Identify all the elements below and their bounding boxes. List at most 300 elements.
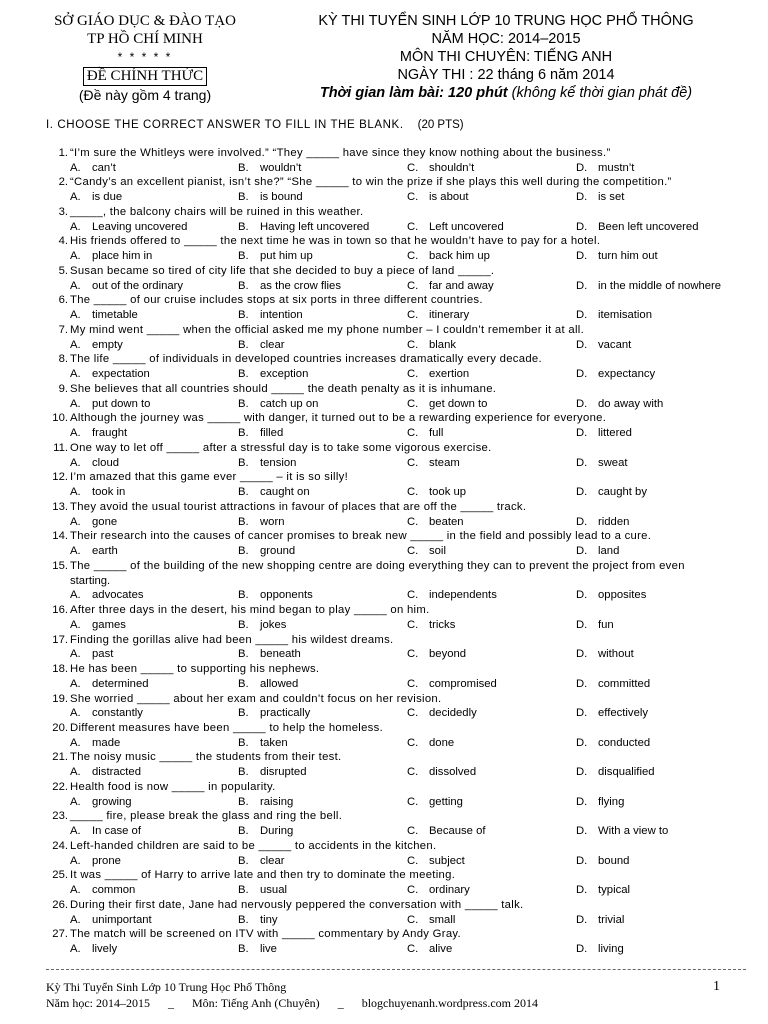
answer-options: [46, 588, 746, 603]
question-text: The noisy music _____ the students from their test.: [70, 751, 342, 764]
answer-option-d: [576, 883, 630, 898]
answer-option-c: [407, 279, 494, 294]
answer-options: [46, 854, 746, 869]
answer-option-c: [407, 942, 452, 957]
option-text: committed: [598, 677, 651, 690]
question-text: She believes that all countries should _____ the death penalty as it is inhumane.: [70, 382, 497, 395]
option-letter: B.: [238, 884, 249, 897]
option-text: sweat: [598, 456, 628, 469]
option-letter: C.: [407, 854, 419, 867]
answer-option-b: [238, 942, 277, 957]
option-text: common: [92, 884, 136, 897]
question-stem: [46, 411, 746, 426]
option-letter: D.: [576, 618, 588, 631]
answer-option-a: [70, 515, 117, 530]
option-text: steam: [429, 456, 460, 469]
option-text: live: [260, 943, 277, 956]
option-letter: D.: [576, 368, 588, 381]
option-letter: B.: [238, 736, 249, 749]
option-letter: B.: [238, 161, 249, 174]
option-text: Having left uncovered: [260, 220, 370, 233]
answer-option-a: [70, 795, 132, 810]
answer-option-a: [70, 279, 183, 294]
option-letter: A.: [70, 854, 81, 867]
option-text: fraught: [92, 427, 128, 440]
option-text: With a view to: [598, 825, 669, 838]
answer-option-a: [70, 647, 113, 662]
option-letter: A.: [70, 220, 81, 233]
question-number: 14.: [52, 530, 68, 543]
section-points: (20 PTS): [417, 119, 464, 131]
answer-options: [46, 338, 746, 353]
question-stem: [46, 662, 746, 677]
question-stem: [46, 175, 746, 190]
question-text: Susan became so tired of city life that she decided to buy a piece of land _____.: [70, 264, 495, 277]
duration-note: (không kể thời gian phát đề): [507, 85, 693, 101]
option-letter: B.: [238, 913, 249, 926]
answer-options: [46, 367, 746, 382]
answer-option-a: [70, 824, 141, 839]
option-letter: C.: [407, 707, 419, 720]
option-text: expectancy: [598, 368, 656, 381]
answer-option-a: [70, 913, 152, 928]
option-letter: A.: [70, 884, 81, 897]
option-letter: D.: [576, 648, 588, 661]
answer-option-d: [576, 854, 629, 869]
option-text: past: [92, 648, 114, 661]
option-letter: D.: [576, 677, 588, 690]
question-number: 6.: [58, 294, 68, 307]
option-letter: A.: [70, 279, 81, 292]
option-text: taken: [260, 736, 288, 749]
option-letter: C.: [407, 309, 419, 322]
answer-option-d: [576, 795, 624, 810]
answer-options: [46, 736, 746, 751]
option-text: effectively: [598, 707, 649, 720]
answer-option-a: [70, 677, 149, 692]
answer-option-d: [576, 220, 699, 235]
answer-option-b: [238, 426, 283, 441]
option-text: made: [92, 736, 121, 749]
answer-option-d: [576, 456, 628, 471]
option-letter: A.: [70, 309, 81, 322]
question-number: 3.: [58, 205, 68, 218]
option-letter: C.: [407, 545, 419, 558]
option-text: During: [260, 825, 294, 838]
option-letter: B.: [238, 648, 249, 661]
option-letter: C.: [407, 397, 419, 410]
option-letter: A.: [70, 589, 81, 602]
answer-option-c: [407, 397, 487, 412]
footer-year: Năm học: 2014–2015: [46, 996, 150, 1010]
answer-option-b: [238, 824, 293, 839]
option-letter: C.: [407, 368, 419, 381]
option-text: get down to: [429, 397, 488, 410]
option-text: littered: [598, 427, 632, 440]
question-text: My mind went _____ when the official asked me my phone number – I couldn’t remember it at all.: [70, 323, 585, 336]
question-stem: [46, 500, 746, 515]
answer-option-a: [70, 397, 150, 412]
option-text: is set: [598, 191, 625, 204]
question-stem: [46, 559, 746, 574]
option-letter: B.: [238, 250, 249, 263]
option-text: caught on: [260, 486, 310, 499]
answer-options: [46, 544, 746, 559]
exam-header: [268, 12, 744, 102]
school-year: NĂM HỌC: 2014–2015: [431, 31, 581, 47]
answer-options: [46, 308, 746, 323]
answer-option-b: [238, 308, 303, 323]
option-text: back him up: [429, 250, 490, 263]
footer-separator: _: [168, 996, 174, 1010]
answer-option-c: [407, 913, 455, 928]
option-letter: B.: [238, 456, 249, 469]
option-text: beneath: [260, 648, 301, 661]
option-text: full: [429, 427, 444, 440]
option-text: ridden: [598, 515, 630, 528]
option-text: Been left uncovered: [598, 220, 699, 233]
answer-option-b: [238, 854, 285, 869]
question-stem: [46, 293, 746, 308]
question-text: I’m amazed that this game ever _____ – it is so silly!: [70, 471, 349, 484]
question-number: 15.: [52, 559, 68, 572]
question-text-continued: starting.: [70, 574, 111, 587]
option-letter: D.: [576, 515, 588, 528]
option-text: tension: [260, 456, 297, 469]
question-number: 19.: [52, 692, 68, 705]
question-number: 18.: [52, 663, 68, 676]
answer-option-a: [70, 220, 187, 235]
answer-option-b: [238, 647, 301, 662]
option-text: cloud: [92, 456, 120, 469]
option-letter: D.: [576, 884, 588, 897]
option-text: practically: [260, 707, 311, 720]
question-stem: [46, 750, 746, 765]
option-text: raising: [260, 795, 294, 808]
option-text: without: [598, 648, 634, 661]
option-letter: A.: [70, 913, 81, 926]
question-stem: [46, 721, 746, 736]
answer-option-c: [407, 220, 504, 235]
option-letter: D.: [576, 250, 588, 263]
option-letter: A.: [70, 338, 81, 351]
option-text: constantly: [92, 707, 143, 720]
answer-option-b: [238, 765, 306, 780]
answer-option-c: [407, 677, 497, 692]
option-letter: B.: [238, 825, 249, 838]
answer-option-c: [407, 338, 456, 353]
question-text: The life _____ of individuals in developed countries increases dramatically every decade.: [70, 353, 542, 366]
answer-options: [46, 190, 746, 205]
question-text: The match will be screened on ITV with _____ commentary by Andy Gray.: [70, 928, 461, 941]
answer-option-b: [238, 456, 296, 471]
answer-option-a: [70, 854, 121, 869]
question-text: Health food is now _____ in popularity.: [70, 780, 276, 793]
answer-option-a: [70, 765, 141, 780]
option-text: disqualified: [598, 766, 655, 779]
duration-bold: Thời gian làm bài: 120 phút: [319, 85, 508, 101]
answer-option-d: [576, 279, 721, 294]
option-text: exertion: [429, 368, 470, 381]
option-text: alive: [429, 943, 453, 956]
option-letter: B.: [238, 589, 249, 602]
option-letter: A.: [70, 191, 81, 204]
answer-option-a: [70, 942, 117, 957]
option-letter: B.: [238, 309, 249, 322]
option-text: done: [429, 736, 455, 749]
answer-options: [46, 883, 746, 898]
answer-options: [46, 426, 746, 441]
answer-option-d: [576, 308, 652, 323]
answer-option-d: [576, 249, 658, 264]
option-text: compromised: [429, 677, 497, 690]
answer-option-b: [238, 161, 301, 176]
answer-options: [46, 456, 746, 471]
answer-option-a: [70, 456, 119, 471]
section-title: [46, 119, 464, 131]
answer-options: [46, 249, 746, 264]
question-stem: [46, 529, 746, 544]
answer-option-b: [238, 795, 293, 810]
answer-option-a: [70, 618, 126, 633]
answer-options: [46, 795, 746, 810]
issuer-header: [30, 12, 260, 104]
option-letter: A.: [70, 486, 81, 499]
option-letter: D.: [576, 913, 588, 926]
option-text: opponents: [260, 589, 313, 602]
option-letter: D.: [576, 943, 588, 956]
answer-option-b: [238, 190, 303, 205]
option-text: determined: [92, 677, 149, 690]
option-text: In case of: [92, 825, 141, 838]
footer-subject: Môn: Tiếng Anh (Chuyên): [192, 996, 320, 1010]
option-text: earth: [92, 545, 118, 558]
answer-option-c: [407, 515, 464, 530]
option-letter: C.: [407, 677, 419, 690]
option-letter: D.: [576, 397, 588, 410]
answer-options: [46, 765, 746, 780]
option-text: catch up on: [260, 397, 319, 410]
option-text: soil: [429, 545, 446, 558]
question-number: 27.: [52, 928, 68, 941]
answer-option-d: [576, 765, 655, 780]
question-text: Finding the gorillas alive had been _____ his wildest dreams.: [70, 633, 394, 646]
answer-option-d: [576, 647, 634, 662]
option-text: advocates: [92, 589, 144, 602]
option-letter: A.: [70, 397, 81, 410]
answer-option-c: [407, 308, 469, 323]
question-text: “Candy’s an excellent pianist, isn’t she?” “She _____ to win the prize if she plays this well during the competition.”: [70, 176, 672, 189]
answer-option-d: [576, 426, 632, 441]
option-text: usual: [260, 884, 288, 897]
answer-option-a: [70, 308, 138, 323]
option-text: ground: [260, 545, 296, 558]
option-letter: C.: [407, 161, 419, 174]
option-letter: C.: [407, 884, 419, 897]
option-text: as the crow flies: [260, 279, 341, 292]
option-letter: C.: [407, 589, 419, 602]
question-text: His friends offered to _____ the next time he was in town so that he wouldn’t have to pay for a hotel.: [70, 235, 601, 248]
option-letter: C.: [407, 943, 419, 956]
answer-option-a: [70, 588, 144, 603]
answer-option-c: [407, 795, 463, 810]
answer-option-a: [70, 544, 118, 559]
question-number: 11.: [53, 441, 68, 454]
question-stem: [46, 633, 746, 648]
option-letter: A.: [70, 766, 81, 779]
option-text: disrupted: [260, 766, 307, 779]
question-text: During their first date, Jane had nervously peppered the conversation with _____ talk.: [70, 898, 524, 911]
question-number: 4.: [58, 235, 68, 248]
answer-option-c: [407, 588, 497, 603]
option-text: opposites: [598, 589, 647, 602]
question-stem: [46, 927, 746, 942]
answer-option-c: [407, 706, 477, 721]
answer-option-d: [576, 588, 646, 603]
option-text: put him up: [260, 250, 313, 263]
option-text: empty: [92, 338, 123, 351]
question-number: 12.: [52, 471, 68, 484]
question-number: 10.: [52, 412, 68, 425]
option-text: growing: [92, 795, 132, 808]
question-number: 7.: [58, 323, 68, 336]
question-text: Although the journey was _____ with danger, it turned out to be a rewarding experience for everyone.: [70, 412, 607, 425]
option-text: conducted: [598, 736, 651, 749]
option-letter: A.: [70, 515, 81, 528]
option-letter: C.: [407, 427, 419, 440]
option-letter: B.: [238, 677, 249, 690]
option-letter: C.: [407, 515, 419, 528]
option-text: independents: [429, 589, 497, 602]
answer-option-b: [238, 677, 298, 692]
answer-options: [46, 824, 746, 839]
question-text: After three days in the desert, his mind began to play _____ on him.: [70, 604, 430, 617]
option-letter: B.: [238, 368, 249, 381]
option-text: clear: [260, 854, 285, 867]
option-text: is bound: [260, 191, 303, 204]
option-text: do away with: [598, 397, 664, 410]
option-text: mustn’t: [598, 161, 635, 174]
option-letter: A.: [70, 427, 81, 440]
option-letter: B.: [238, 427, 249, 440]
question-stem: [46, 234, 746, 249]
answer-option-c: [407, 161, 474, 176]
answer-options: [46, 161, 746, 176]
question-stem: [46, 205, 746, 220]
answer-option-d: [576, 397, 663, 412]
option-letter: C.: [407, 618, 419, 631]
answer-option-d: [576, 942, 624, 957]
question-number: 2.: [58, 176, 68, 189]
option-text: vacant: [598, 338, 632, 351]
exam-name: KỲ THI TUYỂN SINH LỚP 10 TRUNG HỌC PHỔ THÔNG: [318, 13, 694, 29]
option-letter: D.: [576, 161, 588, 174]
page-number: 1: [713, 979, 720, 994]
question-text: They avoid the usual tourist attractions in favour of places that are off the _____ track.: [70, 500, 527, 513]
option-text: took up: [429, 486, 467, 499]
option-letter: D.: [576, 456, 588, 469]
option-letter: C.: [407, 648, 419, 661]
option-text: flying: [598, 795, 625, 808]
question-stem: [46, 839, 746, 854]
option-letter: C.: [407, 456, 419, 469]
answer-option-a: [70, 161, 116, 176]
option-letter: D.: [576, 707, 588, 720]
option-text: is due: [92, 191, 123, 204]
footer-exam-name: Kỳ Thi Tuyển Sinh Lớp 10 Trung Học Phổ Thông: [46, 980, 287, 994]
option-letter: B.: [238, 338, 249, 351]
option-text: unimportant: [92, 913, 152, 926]
exam-date: NGÀY THI : 22 tháng 6 năm 2014: [397, 67, 615, 83]
question-number: 24.: [52, 839, 68, 852]
option-letter: D.: [576, 736, 588, 749]
answer-option-c: [407, 736, 454, 751]
option-letter: A.: [70, 161, 81, 174]
question-number: 26.: [52, 898, 68, 911]
option-letter: B.: [238, 545, 249, 558]
option-text: beyond: [429, 648, 467, 661]
option-letter: D.: [576, 309, 588, 322]
option-letter: C.: [407, 486, 419, 499]
answer-options: [46, 706, 746, 721]
question-stem: [46, 323, 746, 338]
question-text: Left-handed children are said to be _____ to accidents in the kitchen.: [70, 839, 437, 852]
answer-option-a: [70, 706, 143, 721]
answer-options: [46, 397, 746, 412]
option-text: land: [598, 545, 620, 558]
option-letter: C.: [407, 795, 419, 808]
answer-options: [46, 942, 746, 957]
question-number: 21.: [52, 751, 68, 764]
option-letter: D.: [576, 279, 588, 292]
option-text: intention: [260, 309, 303, 322]
footer-website: blogchuyenanh.wordpress.com 2014: [361, 996, 538, 1010]
question-stem: [46, 868, 746, 883]
option-text: games: [92, 618, 126, 631]
question-stem: [46, 264, 746, 279]
option-text: place him in: [92, 250, 153, 263]
option-letter: A.: [70, 545, 81, 558]
answer-option-b: [238, 588, 313, 603]
option-text: exception: [260, 368, 309, 381]
question-number: 8.: [58, 353, 68, 366]
option-letter: C.: [407, 220, 419, 233]
question-number: 17.: [52, 633, 68, 646]
question-stem: [46, 146, 746, 161]
answer-option-d: [576, 677, 650, 692]
answer-options: [46, 618, 746, 633]
answer-option-a: [70, 485, 125, 500]
question-text: The _____ of our cruise includes stops at six ports in three different countries.: [70, 294, 483, 307]
answer-options: [46, 485, 746, 500]
option-letter: B.: [238, 279, 249, 292]
answer-option-b: [238, 544, 295, 559]
section-instruction: I. CHOOSE THE CORRECT ANSWER TO FILL IN THE BLANK.: [46, 119, 404, 131]
answer-option-d: [576, 706, 648, 721]
question-stem: [46, 603, 746, 618]
option-letter: B.: [238, 943, 249, 956]
answer-option-b: [238, 706, 310, 721]
question-stem: [46, 441, 746, 456]
option-letter: C.: [407, 250, 419, 263]
exam-duration: [268, 84, 744, 102]
option-letter: C.: [407, 913, 419, 926]
option-text: trivial: [598, 913, 625, 926]
option-text: allowed: [260, 677, 299, 690]
question-text: _____, the balcony chairs will be ruined in this weather.: [70, 205, 364, 218]
option-text: small: [429, 913, 456, 926]
answer-options: [46, 913, 746, 928]
